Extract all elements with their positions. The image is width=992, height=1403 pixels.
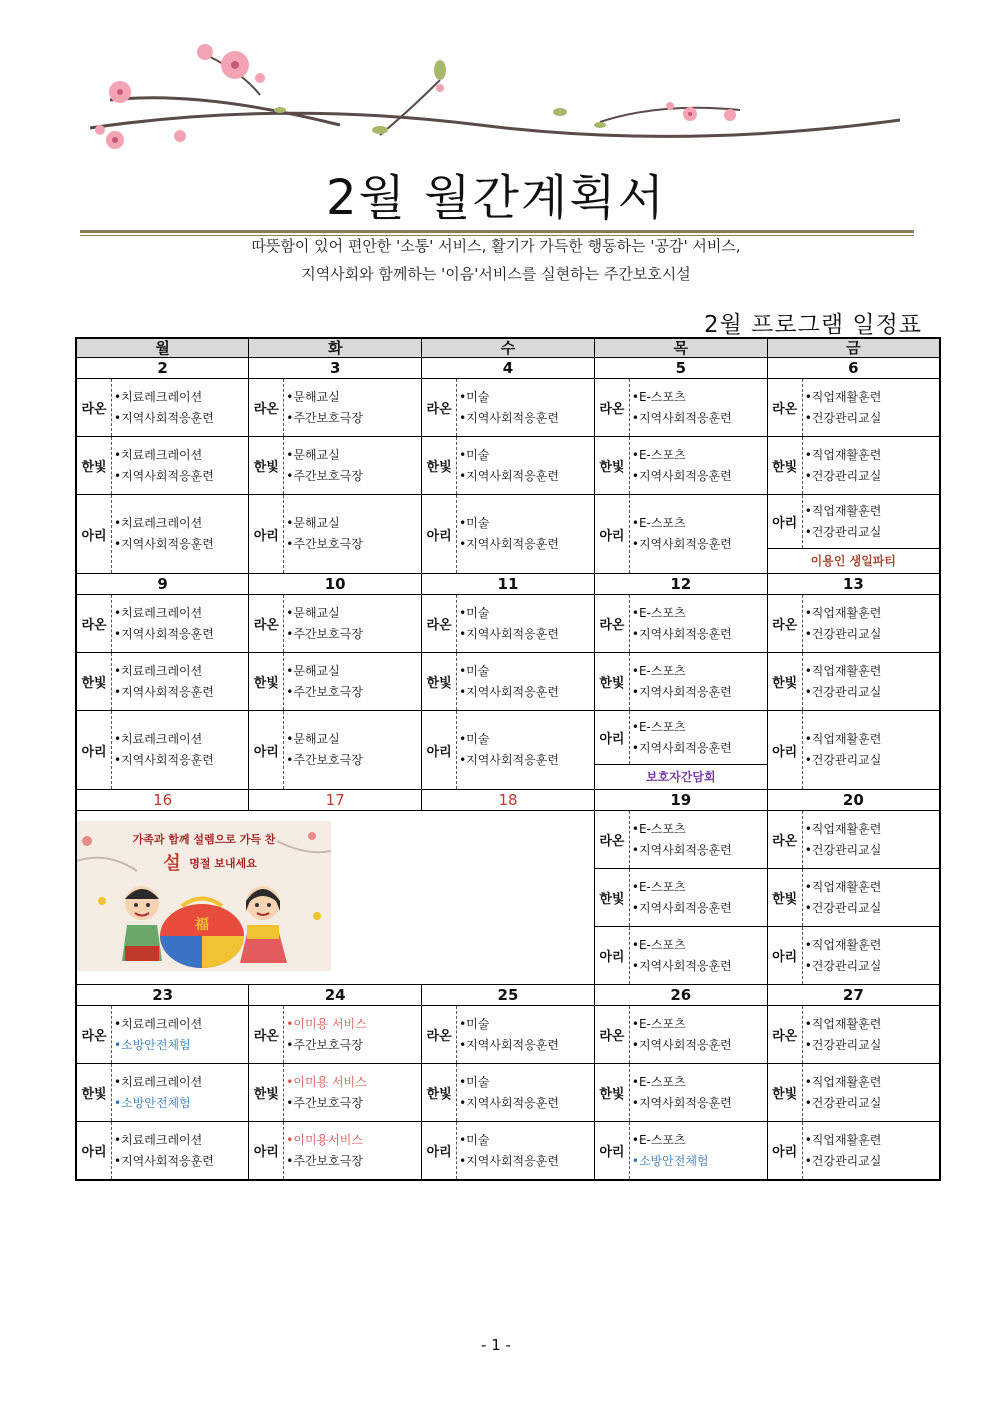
group-label: 아리 (768, 1122, 803, 1179)
activity: •건강관리교실 (804, 958, 882, 973)
group-label: 라온 (77, 1006, 112, 1063)
activity: •지역사회적응훈련 (631, 410, 732, 425)
group-label: 아리 (77, 495, 112, 573)
activity: •지역사회적응훈련 (459, 753, 559, 767)
activity: •건강관리교실 (804, 753, 882, 767)
activity: •건강관리교실 (804, 468, 882, 483)
group-label: 라온 (249, 1006, 284, 1063)
banner-line-2: 명절 보내세요 (189, 856, 257, 870)
cherry-blossom-branch-illustration (80, 40, 910, 160)
activity: •문해교실 (286, 389, 340, 404)
activity: •치료레크레이션 (114, 732, 203, 746)
activity: •지역사회적응훈련 (114, 468, 214, 483)
date-cell-holiday: 17 (249, 790, 422, 811)
date-cell: 13 (767, 574, 940, 595)
group-label: 한빛 (595, 1064, 630, 1121)
schedule-row (76, 1122, 940, 1181)
activity: •지역사회적응훈련 (459, 410, 559, 425)
group-label: 라온 (422, 595, 457, 652)
activity: •직업재활훈련 (804, 1074, 882, 1089)
activity: •E-스포츠 (631, 1074, 686, 1089)
activity: •지역사회적응훈련 (459, 537, 559, 551)
activity: •E-스포츠 (631, 389, 686, 404)
activity: •건강관리교실 (804, 900, 882, 915)
activity: •직업재활훈련 (804, 605, 882, 620)
activity: •E-스포츠 (631, 663, 686, 678)
activity: •치료레크레이션 (114, 447, 203, 462)
activity: •미술 (459, 1016, 490, 1031)
group-label: 아리 (768, 711, 803, 789)
group-label: 한빛 (77, 437, 112, 494)
activity: •지역사회적응훈련 (631, 1095, 732, 1110)
group-label: 라온 (595, 595, 630, 652)
activity: •미술 (459, 605, 490, 620)
group-label: 라온 (768, 595, 803, 652)
activity: •치료레크레이션 (114, 389, 203, 404)
group-label: 한빛 (595, 653, 630, 710)
group-label: 한빛 (77, 653, 112, 710)
activity: •치료레크레이션 (114, 516, 203, 530)
activity: •치료레크레이션 (114, 605, 203, 620)
group-label: 한빛 (768, 869, 803, 926)
activity: •지역사회적응훈련 (459, 1153, 559, 1168)
program-title: 2월 프로그램 일정표 (704, 312, 922, 338)
activity: •지역사회적응훈련 (631, 842, 732, 857)
schedule-row (76, 437, 940, 495)
group-label: 라온 (595, 811, 630, 868)
activity: •지역사회적응훈련 (459, 1037, 559, 1052)
group-label: 한빛 (77, 1064, 112, 1121)
activity: •직업재활훈련 (804, 821, 882, 836)
activity: •치료레크레이션 (114, 663, 203, 678)
activity: •지역사회적응훈련 (631, 537, 732, 551)
activity: •미술 (459, 516, 490, 530)
holiday-banner-cell (76, 811, 594, 985)
group-label: 라온 (249, 379, 284, 436)
weekday-header: 금 (767, 338, 940, 358)
date-row (76, 985, 940, 1006)
group-label: 라온 (768, 811, 803, 868)
page-title: 2월 월간계획서 (325, 170, 666, 226)
activity: •지역사회적응훈련 (114, 753, 214, 767)
group-label: 한빛 (422, 653, 457, 710)
activity: •E-스포츠 (631, 447, 686, 462)
date-cell-holiday: 18 (422, 790, 595, 811)
group-label: 아리 (422, 1122, 457, 1179)
activity: •지역사회적응훈련 (459, 468, 559, 483)
date-cell: 5 (594, 358, 767, 379)
group-label: 한빛 (249, 653, 284, 710)
weekday-header: 월 (76, 338, 249, 358)
activity: •미술 (459, 389, 490, 404)
activity: •E-스포츠 (631, 605, 686, 620)
group-label: 라온 (77, 379, 112, 436)
activity: •지역사회적응훈련 (114, 626, 214, 641)
lunar-new-year-banner (77, 821, 331, 971)
group-label: 한빛 (768, 437, 803, 494)
activity: •지역사회적응훈련 (114, 410, 214, 425)
group-label: 한빛 (768, 653, 803, 710)
group-label: 라온 (422, 379, 457, 436)
group-label: 아리 (768, 927, 803, 984)
date-cell: 2 (76, 358, 249, 379)
date-cell: 23 (76, 985, 249, 1006)
activity: •지역사회적응훈련 (114, 1153, 214, 1168)
activity: •E-스포츠 (631, 879, 686, 894)
group-label: 한빛 (249, 1064, 284, 1121)
activity: •직업재활훈련 (804, 663, 882, 678)
group-label: 아리 (595, 1122, 630, 1179)
activity: •E-스포츠 (631, 937, 686, 952)
schedule-row (76, 595, 940, 653)
page-number: - 1 - (481, 1336, 511, 1354)
date-cell: 11 (422, 574, 595, 595)
group-label: 아리 (595, 495, 630, 573)
activity: •치료레크레이션 (114, 1016, 203, 1031)
weekday-header: 수 (422, 338, 595, 358)
activity: •직업재활훈련 (804, 389, 882, 404)
date-cell: 12 (594, 574, 767, 595)
activity: •주간보호극장 (286, 468, 363, 483)
birthday-party-note: 이용인 생일파티 (810, 554, 896, 568)
date-cell: 24 (249, 985, 422, 1006)
activity: •지역사회적응훈련 (459, 626, 559, 641)
activity: •주간보호극장 (286, 626, 363, 641)
group-label: 아리 (595, 711, 630, 764)
activity: •지역사회적응훈련 (114, 684, 214, 699)
activity: •건강관리교실 (804, 524, 882, 539)
activity: •직업재활훈련 (804, 1016, 882, 1031)
weekday-header-row (76, 338, 940, 358)
date-cell: 10 (249, 574, 422, 595)
activity: •주간보호극장 (286, 1153, 363, 1168)
group-label: 아리 (595, 927, 630, 984)
activity: •지역사회적응훈련 (631, 626, 732, 641)
schedule-row (76, 495, 940, 574)
group-label: 아리 (249, 711, 284, 789)
banner-bag-char: 福 (195, 916, 209, 933)
weekday-header: 목 (594, 338, 767, 358)
subtitle-line-1: 따뜻함이 있어 편안한 '소통' 서비스, 활기가 가득한 행동하는 '공감' 서비스, (251, 237, 741, 255)
activity: •건강관리교실 (804, 1153, 882, 1168)
group-label: 라온 (768, 379, 803, 436)
activity: •직업재활훈련 (804, 503, 882, 518)
activity: •미술 (459, 447, 490, 462)
group-label: 한빛 (422, 1064, 457, 1121)
date-row (76, 358, 940, 379)
activity: •문해교실 (286, 663, 340, 678)
activity: •지역사회적응훈련 (631, 468, 732, 483)
date-cell: 4 (422, 358, 595, 379)
activity: •건강관리교실 (804, 842, 882, 857)
activity: •지역사회적응훈련 (631, 684, 732, 699)
activity: •지역사회적응훈련 (631, 740, 732, 755)
schedule-row (76, 1064, 940, 1122)
activity-beauty-service: •이미용 서비스 (286, 1016, 367, 1031)
activity-fire-safety: •소방안전체험 (114, 1095, 191, 1110)
activity: •미술 (459, 732, 490, 746)
date-cell: 6 (767, 358, 940, 379)
activity-beauty-service: •이미용서비스 (286, 1132, 363, 1147)
activity: •문해교실 (286, 605, 340, 620)
group-label: 라온 (77, 595, 112, 652)
activity: •직업재활훈련 (804, 937, 882, 952)
activity: •미술 (459, 663, 490, 678)
activity: •치료레크레이션 (114, 1132, 203, 1147)
activity: •주간보호극장 (286, 1095, 363, 1110)
banner-line-1: 가족과 함께 설렘으로 가득 찬 (132, 832, 276, 846)
group-label: 라온 (595, 379, 630, 436)
schedule-row (76, 379, 940, 437)
date-cell: 26 (594, 985, 767, 1006)
activity: •E-스포츠 (631, 516, 686, 530)
group-label: 아리 (422, 495, 457, 573)
group-label: 한빛 (249, 437, 284, 494)
group-label: 한빛 (422, 437, 457, 494)
activity: •주간보호극장 (286, 753, 363, 767)
activity: •문해교실 (286, 447, 340, 462)
group-label: 아리 (249, 495, 284, 573)
activity: •건강관리교실 (804, 1095, 882, 1110)
banner-seol-char: 설 (163, 852, 181, 874)
subtitle-line-2: 지역사회와 함께하는 '이음'서비스를 실현하는 주간보호시설 (301, 265, 691, 283)
activity: •주간보호극장 (286, 684, 363, 699)
activity: •지역사회적응훈련 (114, 537, 214, 551)
activity: •건강관리교실 (804, 626, 882, 641)
weekday-header: 화 (249, 338, 422, 358)
date-cell: 3 (249, 358, 422, 379)
group-label: 한빛 (595, 869, 630, 926)
activity: •지역사회적응훈련 (631, 1037, 732, 1052)
activity-fire-safety: •소방안전체험 (114, 1037, 191, 1052)
date-row (76, 790, 940, 811)
date-row (76, 574, 940, 595)
activity: •직업재활훈련 (804, 1132, 882, 1147)
date-cell: 19 (594, 790, 767, 811)
activity: •미술 (459, 1074, 490, 1089)
guardian-meeting-note: 보호자간담회 (646, 770, 716, 784)
activity: •건강관리교실 (804, 1037, 882, 1052)
date-cell: 20 (767, 790, 940, 811)
group-label: 아리 (768, 495, 803, 548)
group-label: 라온 (595, 1006, 630, 1063)
schedule-row (76, 1006, 940, 1064)
activity: •주간보호극장 (286, 1037, 363, 1052)
group-label: 한빛 (595, 437, 630, 494)
activity: •주간보호극장 (286, 537, 363, 551)
activity: •E-스포츠 (631, 1016, 686, 1031)
activity: •건강관리교실 (804, 410, 882, 425)
date-cell: 27 (767, 985, 940, 1006)
group-label: 아리 (77, 1122, 112, 1179)
date-cell: 25 (422, 985, 595, 1006)
date-cell: 9 (76, 574, 249, 595)
activity: •미술 (459, 1132, 490, 1147)
activity: •E-스포츠 (631, 1132, 686, 1147)
activity: •문해교실 (286, 516, 340, 530)
activity: •치료레크레이션 (114, 1074, 203, 1089)
schedule-table (75, 337, 941, 1181)
activity: •건강관리교실 (804, 684, 882, 699)
group-label: 라온 (249, 595, 284, 652)
activity: •E-스포츠 (631, 719, 686, 734)
activity: •직업재활훈련 (804, 732, 882, 746)
activity: •지역사회적응훈련 (631, 900, 732, 915)
group-label: 아리 (249, 1122, 284, 1179)
activity: •주간보호극장 (286, 410, 363, 425)
group-label: 아리 (422, 711, 457, 789)
title-divider (80, 230, 914, 233)
activity: •직업재활훈련 (804, 447, 882, 462)
activity: •E-스포츠 (631, 821, 686, 836)
group-label: 라온 (422, 1006, 457, 1063)
date-cell-holiday: 16 (76, 790, 249, 811)
activity: •지역사회적응훈련 (459, 1095, 559, 1110)
activity: •문해교실 (286, 732, 340, 746)
activity-fire-safety: •소방안전체험 (631, 1153, 709, 1168)
activity: •지역사회적응훈련 (631, 958, 732, 973)
schedule-row (76, 711, 940, 790)
activity-beauty-service: •이미용 서비스 (286, 1074, 367, 1089)
schedule-row (76, 653, 940, 711)
activity: •직업재활훈련 (804, 879, 882, 894)
group-label: 한빛 (768, 1064, 803, 1121)
group-label: 라온 (768, 1006, 803, 1063)
activity: •지역사회적응훈련 (459, 684, 559, 699)
schedule-row (76, 811, 940, 869)
group-label: 아리 (77, 711, 112, 789)
